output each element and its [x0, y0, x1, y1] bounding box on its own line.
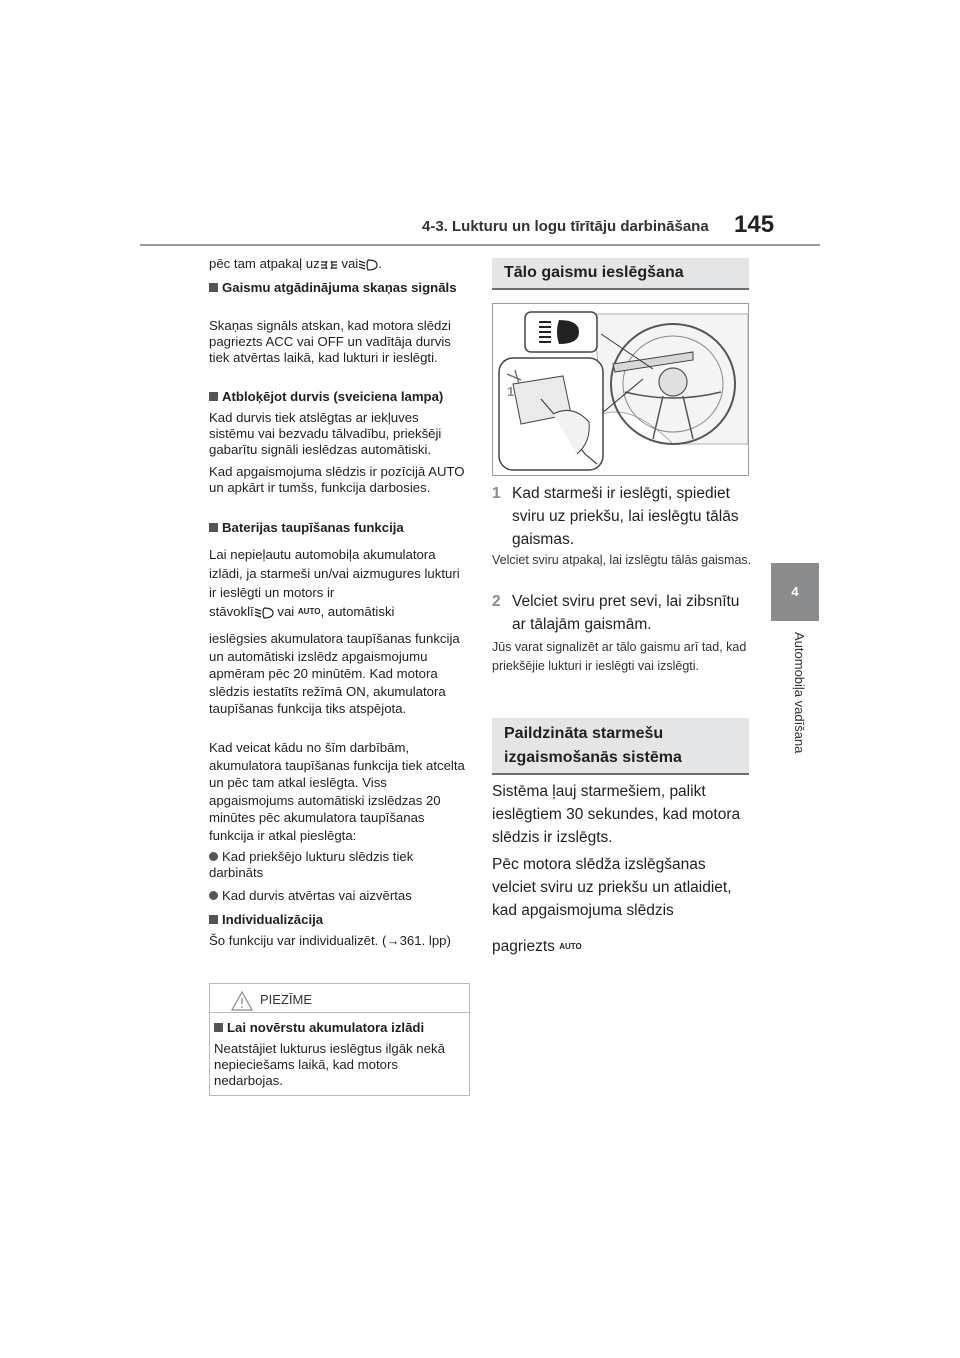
sec2-heading	[209, 389, 467, 405]
figure-label: 1	[507, 384, 515, 399]
sec3-body2: ieslēgsies akumulatora taupīšanas funkcija un automātiski izslēdz apgaismojumu apmēram pēc 20 minūtēm. Kad motora slēdzis iestatīts režīmā ON, akumulatora taupīšanas funkcija tiks atspējota.	[209, 631, 460, 716]
sec3-body1: Lai nepieļautu automobiļa akumulatora izlādi, ja starmeši un/vai aizmugures lukturi ir ieslēgti un motors ir	[209, 547, 460, 600]
sec4-body	[209, 933, 467, 949]
arrow-icon: →	[386, 933, 400, 948]
section-title: 4-3. Lukturu un logu tīrītāju darbināšana	[422, 218, 709, 235]
note-label: PIEZĪME	[260, 992, 313, 1007]
sec3-inline-line	[209, 604, 467, 620]
intro-text-b: vai	[337, 256, 359, 271]
step-2	[492, 590, 752, 636]
sec3-inline-c: , automātiski	[320, 604, 395, 619]
extended-para-3-text: pagriezts	[492, 938, 555, 955]
step-1-text: Kad starmeši ir ieslēgti, spiediet sviru uz priekšu, lai ieslēgtu tālās gaismas.	[512, 485, 739, 548]
band-title-line-2: izgaismošanās sistēma	[504, 749, 682, 766]
square-bullet-icon	[209, 915, 218, 924]
band-title-line-1: Paildzināta starmešu	[504, 725, 664, 742]
sec4-body-a: Šo funkciju var individualizēt. (	[209, 933, 387, 948]
sec4-heading	[209, 912, 467, 928]
note-box	[209, 983, 470, 1096]
sec1-heading-text: Gaismu atgādinājuma skaņas signāls	[222, 280, 457, 295]
step-1-number: 1	[492, 485, 501, 502]
bullet-item-1	[209, 849, 467, 881]
step-2-number: 2	[492, 593, 501, 610]
round-bullet-icon	[209, 852, 218, 861]
low-beam-icon	[254, 606, 274, 620]
note-heading-text: Lai novērstu akumulatora izlādi	[227, 1020, 425, 1035]
band-title-high-beam: Tālo gaismu ieslēgšana	[504, 264, 684, 281]
note-heading	[214, 1020, 464, 1036]
bullet1-text: Kad priekšējo lukturu slēdzis tiek darbināts	[209, 849, 414, 880]
intro-line	[209, 256, 467, 272]
auto-icon: AUTO	[559, 942, 582, 951]
sec3-inline-a: stāvoklī	[209, 604, 254, 619]
bullet2-text: Kad durvis atvērtas vai aizvērtas	[222, 888, 412, 903]
extended-para-2: Pēc motora slēdža izslēgšanas velciet sviru uz priekšu un atlaidiet, kad apgaismojuma slēdzis	[492, 856, 732, 919]
intro-text-c: .	[378, 256, 382, 271]
sec1-heading	[209, 280, 467, 296]
step-1	[492, 482, 752, 551]
page-number: 145	[734, 211, 775, 238]
square-bullet-icon	[209, 283, 218, 292]
sec4-body-b: 361. lpp)	[399, 933, 451, 948]
extended-para-3	[492, 935, 752, 958]
chapter-title: Automobiļa vadīšana	[792, 632, 807, 754]
bullet-item-2	[209, 888, 467, 904]
header-rule-line	[140, 244, 820, 246]
chapter-number: 4	[791, 584, 799, 599]
step-1-note: Velciet sviru atpakaļ, lai izslēgtu tālās gaismas.	[492, 553, 752, 567]
step-2-text: Velciet sviru pret sevi, lai zibsnītu ar tālajām gaismām.	[512, 593, 740, 633]
square-bullet-icon	[209, 392, 218, 401]
warning-triangle-icon	[230, 990, 254, 1012]
steering-lever-illustration	[492, 303, 749, 476]
chapter-tab	[771, 563, 819, 621]
sec2-body2: Kad apgaismojuma slēdzis ir pozīcijā AUTO un apkārt ir tumšs, funkcija darbosies.	[209, 464, 465, 495]
extended-para-1: Sistēma ļauj starmešiem, palikt ieslēgtiem 30 sekundes, kad motora slēdzis ir izslēgts.	[492, 783, 741, 846]
sec1-body: Skaņas signāls atskan, kad motora slēdzi pagriezts ACC vai OFF un vadītāja durvis tiek atvērtas laikā, kad lukturi ir ieslēgti.	[209, 318, 451, 365]
low-beam-icon	[358, 258, 378, 272]
round-bullet-icon	[209, 891, 218, 900]
section-band-high-beam	[492, 258, 749, 290]
intro-text-a: pēc tam atpakaļ uz	[209, 256, 320, 271]
step-2-note: Jūs varat signalizēt ar tālo gaismu arī tad, kad priekšējie lukturi ir ieslēgti vai izslēgti.	[492, 640, 747, 673]
sec3-body3: Kad veicat kādu no šīm darbībām, akumulatora taupīšanas funkcija tiek atcelta un pēc tam atkal ieslēgta. Viss apgaismojums automātiski izslēdzas 20 minūtes pēc akumulatora taupīšanas funkcija ir atkal pieslēgta:	[209, 740, 465, 843]
sec3-heading-text: Baterijas taupīšanas funkcija	[222, 520, 404, 535]
sec3-heading	[209, 520, 467, 536]
square-bullet-icon	[209, 523, 218, 532]
sec2-heading-text: Atbloķējot durvis (sveiciena lampa)	[222, 389, 444, 404]
section-band-extended-headlights	[492, 718, 749, 775]
note-body: Neatstājiet lukturus ieslēgtus ilgāk nekā nepieciešams laikā, kad motors nedarbojas.	[214, 1041, 445, 1088]
parking-light-icon	[320, 259, 338, 271]
sec4-heading-text: Individualizācija	[222, 912, 324, 927]
sec2-body1: Kad durvis tiek atslēgtas ar iekļuves sistēmu vai bezvadu tālvadību, priekšēji gabarītu signāli ieslēdzas automātiski.	[209, 410, 442, 457]
note-separator	[210, 1012, 469, 1013]
square-bullet-icon	[214, 1023, 223, 1032]
auto-icon: AUTO	[297, 607, 321, 616]
sec3-inline-b: vai	[273, 604, 298, 619]
